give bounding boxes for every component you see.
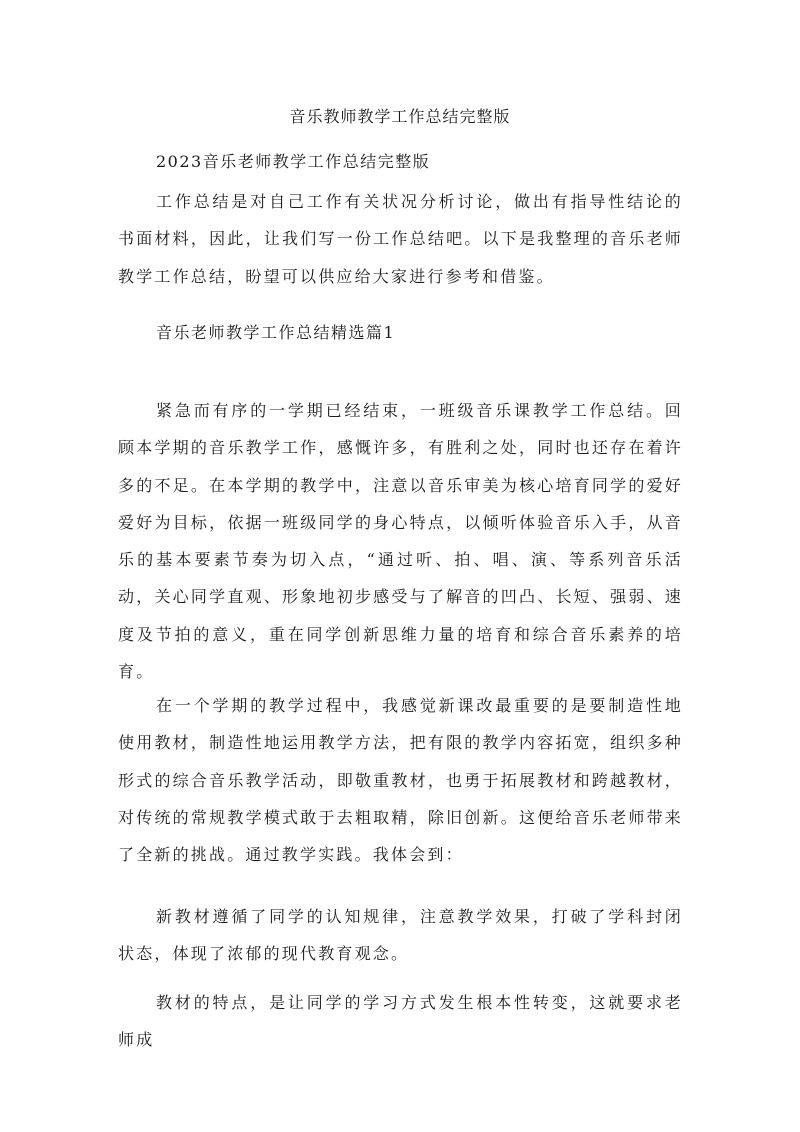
body-paragraph-1: 紧急而有序的一学期已经结束，一班级音乐课教学工作总结。回顾本学期的音乐教学工作，感慨许多，有胜利之处，同时也还存在着许多的不足。在本学期的教学中，注意以音乐审美为核心培育同学的爱好爱好为目标，依据一班级同学的身心特点，以倾听体验音乐入手，从音乐的基本要素节奏为切入点，“通过听、拍、唱、演、等系列音乐活动，关心同学直观、形象地初步感受与了解音的凹凸、长短、强弱、速度及节拍的意义，重在同学创新思维力量的培育和综合音乐素养的培育。	[118, 401, 683, 682]
body-paragraph-4: 教材的特点，是让同学的学习方式发生根本性转变，这就要求老师成	[118, 993, 683, 1050]
body-paragraph-2: 在一个学期的教学过程中，我感觉新课改最重要的是要制造性地使用教材，制造性地运用教学方法，把有限的教学内容拓宽，组织多种形式的综合音乐教学活动，即敬重教材，也勇于拓展教材和跨越教材，对传统的常规教学模式敢于去粗取精，除旧创新。这便给音乐老师带来了全新的挑战。通过教学实践。我体会到：	[118, 696, 683, 865]
document-title: 音乐教师教学工作总结完整版	[289, 107, 511, 126]
document-subtitle: 2023音乐老师教学工作总结完整版	[156, 152, 431, 171]
intro-paragraph: 工作总结是对自己工作有关状况分析讨论，做出有指导性结论的书面材料，因此，让我们写一份工作总结吧。以下是我整理的音乐老师教学工作总结，盼望可以供应给大家进行参考和借鉴。	[118, 192, 683, 286]
body-paragraph-3: 新教材遵循了同学的认知规律，注意教学效果，打破了学科封闭状态，体现了浓郁的现代教育观念。	[118, 907, 683, 964]
section-heading: 音乐老师教学工作总结精选篇1	[156, 323, 396, 342]
